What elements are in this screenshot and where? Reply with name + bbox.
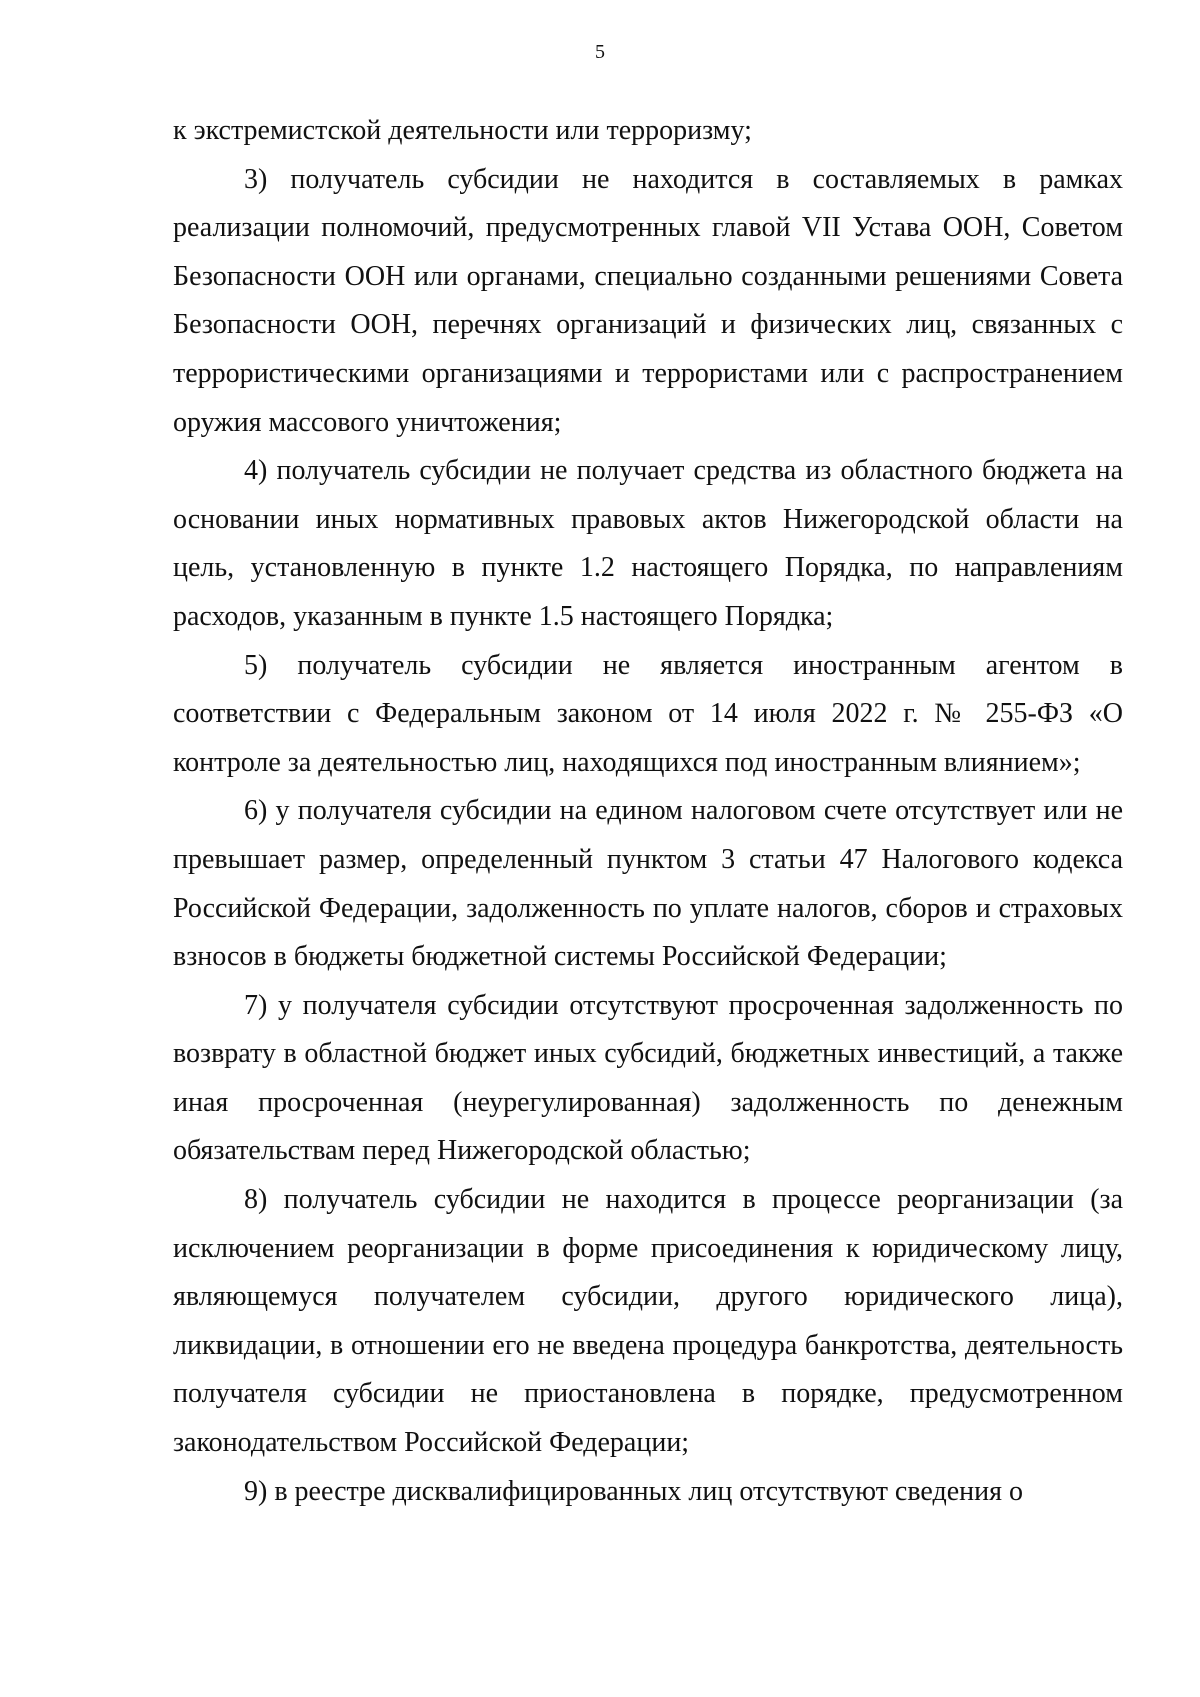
paragraph-item-3: 3) получатель субсидии не находится в составляемых в рамках реализации полномочий, предусмотренных главой VII Устава ООН, Советом Безопасности ООН или органами, специально созданными решениями Совета Безопасности ООН, перечнях организаций и физических лиц, связанных с террористическими организациями и террористами или с распространением оружия массового уничтожения; [173, 163, 1123, 438]
paragraph-continuation: к экстремистской деятельности или терроризму; [173, 115, 752, 146]
paragraph-item-9: 9) в реестре дисквалифицированных лиц отсутствуют сведения о [244, 1475, 1023, 1507]
page-number: 5 [595, 41, 605, 63]
paragraph-item-7: 7) у получателя субсидии отсутствуют просроченная задолженность по возврату в областной бюджет иных субсидий, бюджетных инвестиций, а также иная просроченная (неурегулированная) задолженность по денежным обязательствам перед Нижегородской областью; [173, 989, 1123, 1167]
paragraph-item-4: 4) получатель субсидии не получает средства из областного бюджета на основании иных нормативных правовых актов Нижегородской области на цель, установленную в пункте 1.2 настоящего Порядка, по направлениям расходов, указанным в пункте 1.5 настоящего Порядка; [173, 455, 1123, 632]
paragraph-item-8: 8) получатель субсидии не находится в процессе реорганизации (за исключением реорганизации в форме присоединения к юридическому лицу, являющемуся получателем субсидии, другого юридического лица), ликвидации, в отношении его не введена процедура банкротства, деятельность получателя субсидии не приостановлена в порядке, предусмотренном законодательством Российской Федерации; [173, 1184, 1123, 1459]
paragraph-item-6: 6) у получателя субсидии на едином налоговом счете отсутствует или не превышает размер, определенный пунктом 3 статьи 47 Налогового кодекса Российской Федерации, задолженность по уплате налогов, сборов и страховых взносов в бюджеты бюджетной системы Российской Федерации; [173, 795, 1123, 973]
paragraph-item-5: 5) получатель субсидии не является иностранным агентом в соответствии с Федеральным законом от 14 июля 2022 г. № 255-ФЗ «О контроле за деятельностью лиц, находящихся под иностранным влиянием»; [173, 649, 1123, 778]
document-body [173, 107, 1123, 1516]
